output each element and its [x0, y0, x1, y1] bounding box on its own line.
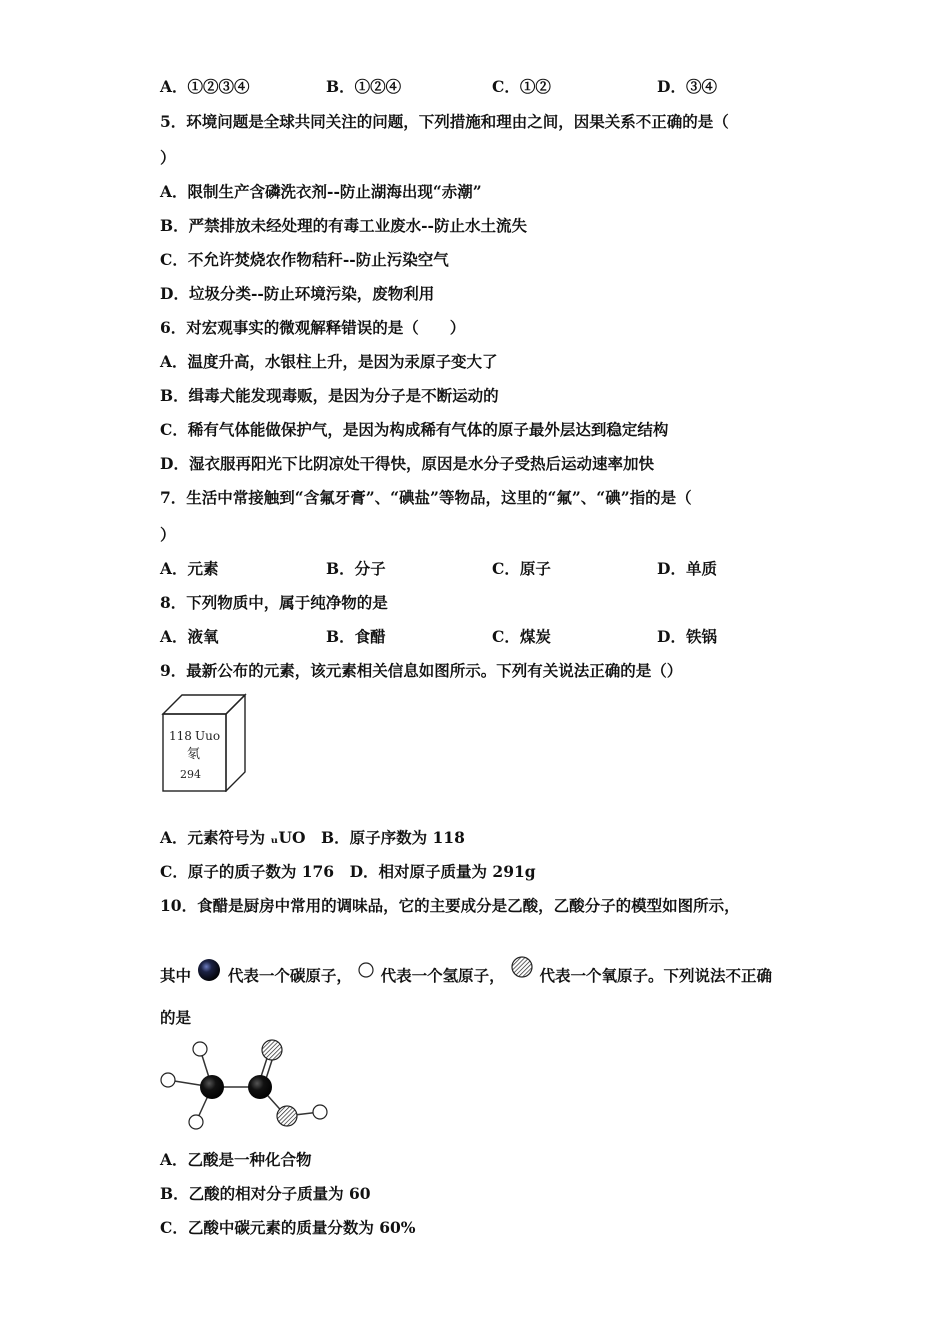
q5-stem: 5．环境问题是全球共同关注的问题，下列措施和理由之间，因果关系不正确的是（	[160, 112, 729, 131]
legend-carbon-text: 代表一个碳原子，	[227, 966, 352, 985]
element-mass: 294	[180, 768, 201, 781]
q10-option-b: B．乙酸的相对分子质量为 60	[160, 1184, 371, 1203]
element-card-figure	[160, 692, 250, 792]
q9-stem: 9．最新公布的元素，该元素相关信息如图所示。下列有关说法正确的是（）	[160, 661, 683, 680]
q8-option-c: C．煤炭	[492, 627, 551, 646]
q6-option-b: B．缉毒犬能发现毒贩，是因为分子是不断运动的	[160, 386, 499, 405]
q8-option-b: B．食醋	[326, 627, 386, 646]
q4-option-a: A．①②③④	[160, 77, 250, 96]
element-symbol: Uuo	[195, 729, 221, 743]
oxygen-atom-icon	[510, 955, 534, 979]
q7-option-a: A．元素	[160, 559, 219, 578]
q9-options-ab: A．元素符号为 ᵤUO B．原子序数为 118	[160, 828, 465, 847]
q10-legend	[160, 955, 772, 986]
q7-stem: 7．生活中常接触到“含氟牙膏”、“碘盐”等物品，这里的“氟”、“碘”指的是（	[160, 488, 692, 507]
q6-stem: 6．对宏观事实的微观解释错误的是（ ）	[160, 318, 466, 337]
q6-option-d: D．湿衣服再阳光下比阴凉处干得快，原因是水分子受热后运动速率加快	[160, 454, 654, 473]
oxygen-atom	[262, 1040, 282, 1060]
q10-stem-cont: 的是	[160, 1008, 192, 1027]
q10-option-a: A．乙酸是一种化合物	[160, 1150, 312, 1169]
q6-option-a: A．温度升高，水银柱上升，是因为汞原子变大了	[160, 352, 498, 371]
carbon-atom	[248, 1075, 272, 1099]
element-name: 氡	[187, 747, 201, 762]
legend-oxygen-text: 代表一个氧原子。下列说法不正确	[539, 966, 772, 985]
q5-option-d: D．垃圾分类--防止环境污染，废物利用	[160, 284, 435, 303]
carbon-atom	[200, 1075, 224, 1099]
q9-options-cd: C．原子的质子数为 176 D．相对原子质量为 291g	[160, 862, 536, 881]
q7-stem-cont: ）	[160, 525, 176, 544]
carbon-atom-icon	[196, 957, 222, 983]
q10-stem: 10．食醋是厨房中常用的调味品，它的主要成分是乙酸，乙酸分子的模型如图所示，	[160, 896, 740, 915]
legend-hydrogen-text: 代表一个氢原子，	[380, 966, 505, 985]
q5-stem-cont: ）	[160, 148, 176, 167]
q4-option-d: D．③④	[657, 77, 717, 96]
q5-option-c: C．不允许焚烧农作物秸秆--防止污染空气	[160, 250, 449, 269]
hydrogen-atom	[313, 1105, 327, 1119]
q5-option-b: B．严禁排放未经处理的有毒工业废水--防止水土流失	[160, 216, 527, 235]
q7-option-c: C．原子	[492, 559, 551, 578]
q8-option-a: A．液氧	[160, 627, 219, 646]
q7-option-d: D．单质	[657, 559, 717, 578]
q4-option-c: C．①②	[492, 77, 551, 96]
legend-prefix: 其中	[160, 966, 192, 985]
q4-option-b: B．①②④	[326, 77, 402, 96]
acetic-acid-molecule-model	[156, 1036, 336, 1136]
q8-stem: 8．下列物质中，属于纯净物的是	[160, 593, 388, 612]
hydrogen-atom-icon	[357, 961, 375, 979]
oxygen-atom	[277, 1106, 297, 1126]
q10-option-c: C．乙酸中碳元素的质量分数为 60%	[160, 1218, 416, 1237]
hydrogen-atom	[189, 1115, 203, 1129]
q6-option-c: C．稀有气体能做保护气，是因为构成稀有气体的原子最外层达到稳定结构	[160, 420, 669, 439]
element-number: 118	[169, 729, 192, 743]
q7-option-b: B．分子	[326, 559, 386, 578]
hydrogen-atom	[161, 1073, 175, 1087]
q5-option-a: A．限制生产含磷洗衣剂--防止湖海出现“赤潮”	[160, 182, 482, 201]
q8-option-d: D．铁锅	[657, 627, 717, 646]
hydrogen-atom	[193, 1042, 207, 1056]
